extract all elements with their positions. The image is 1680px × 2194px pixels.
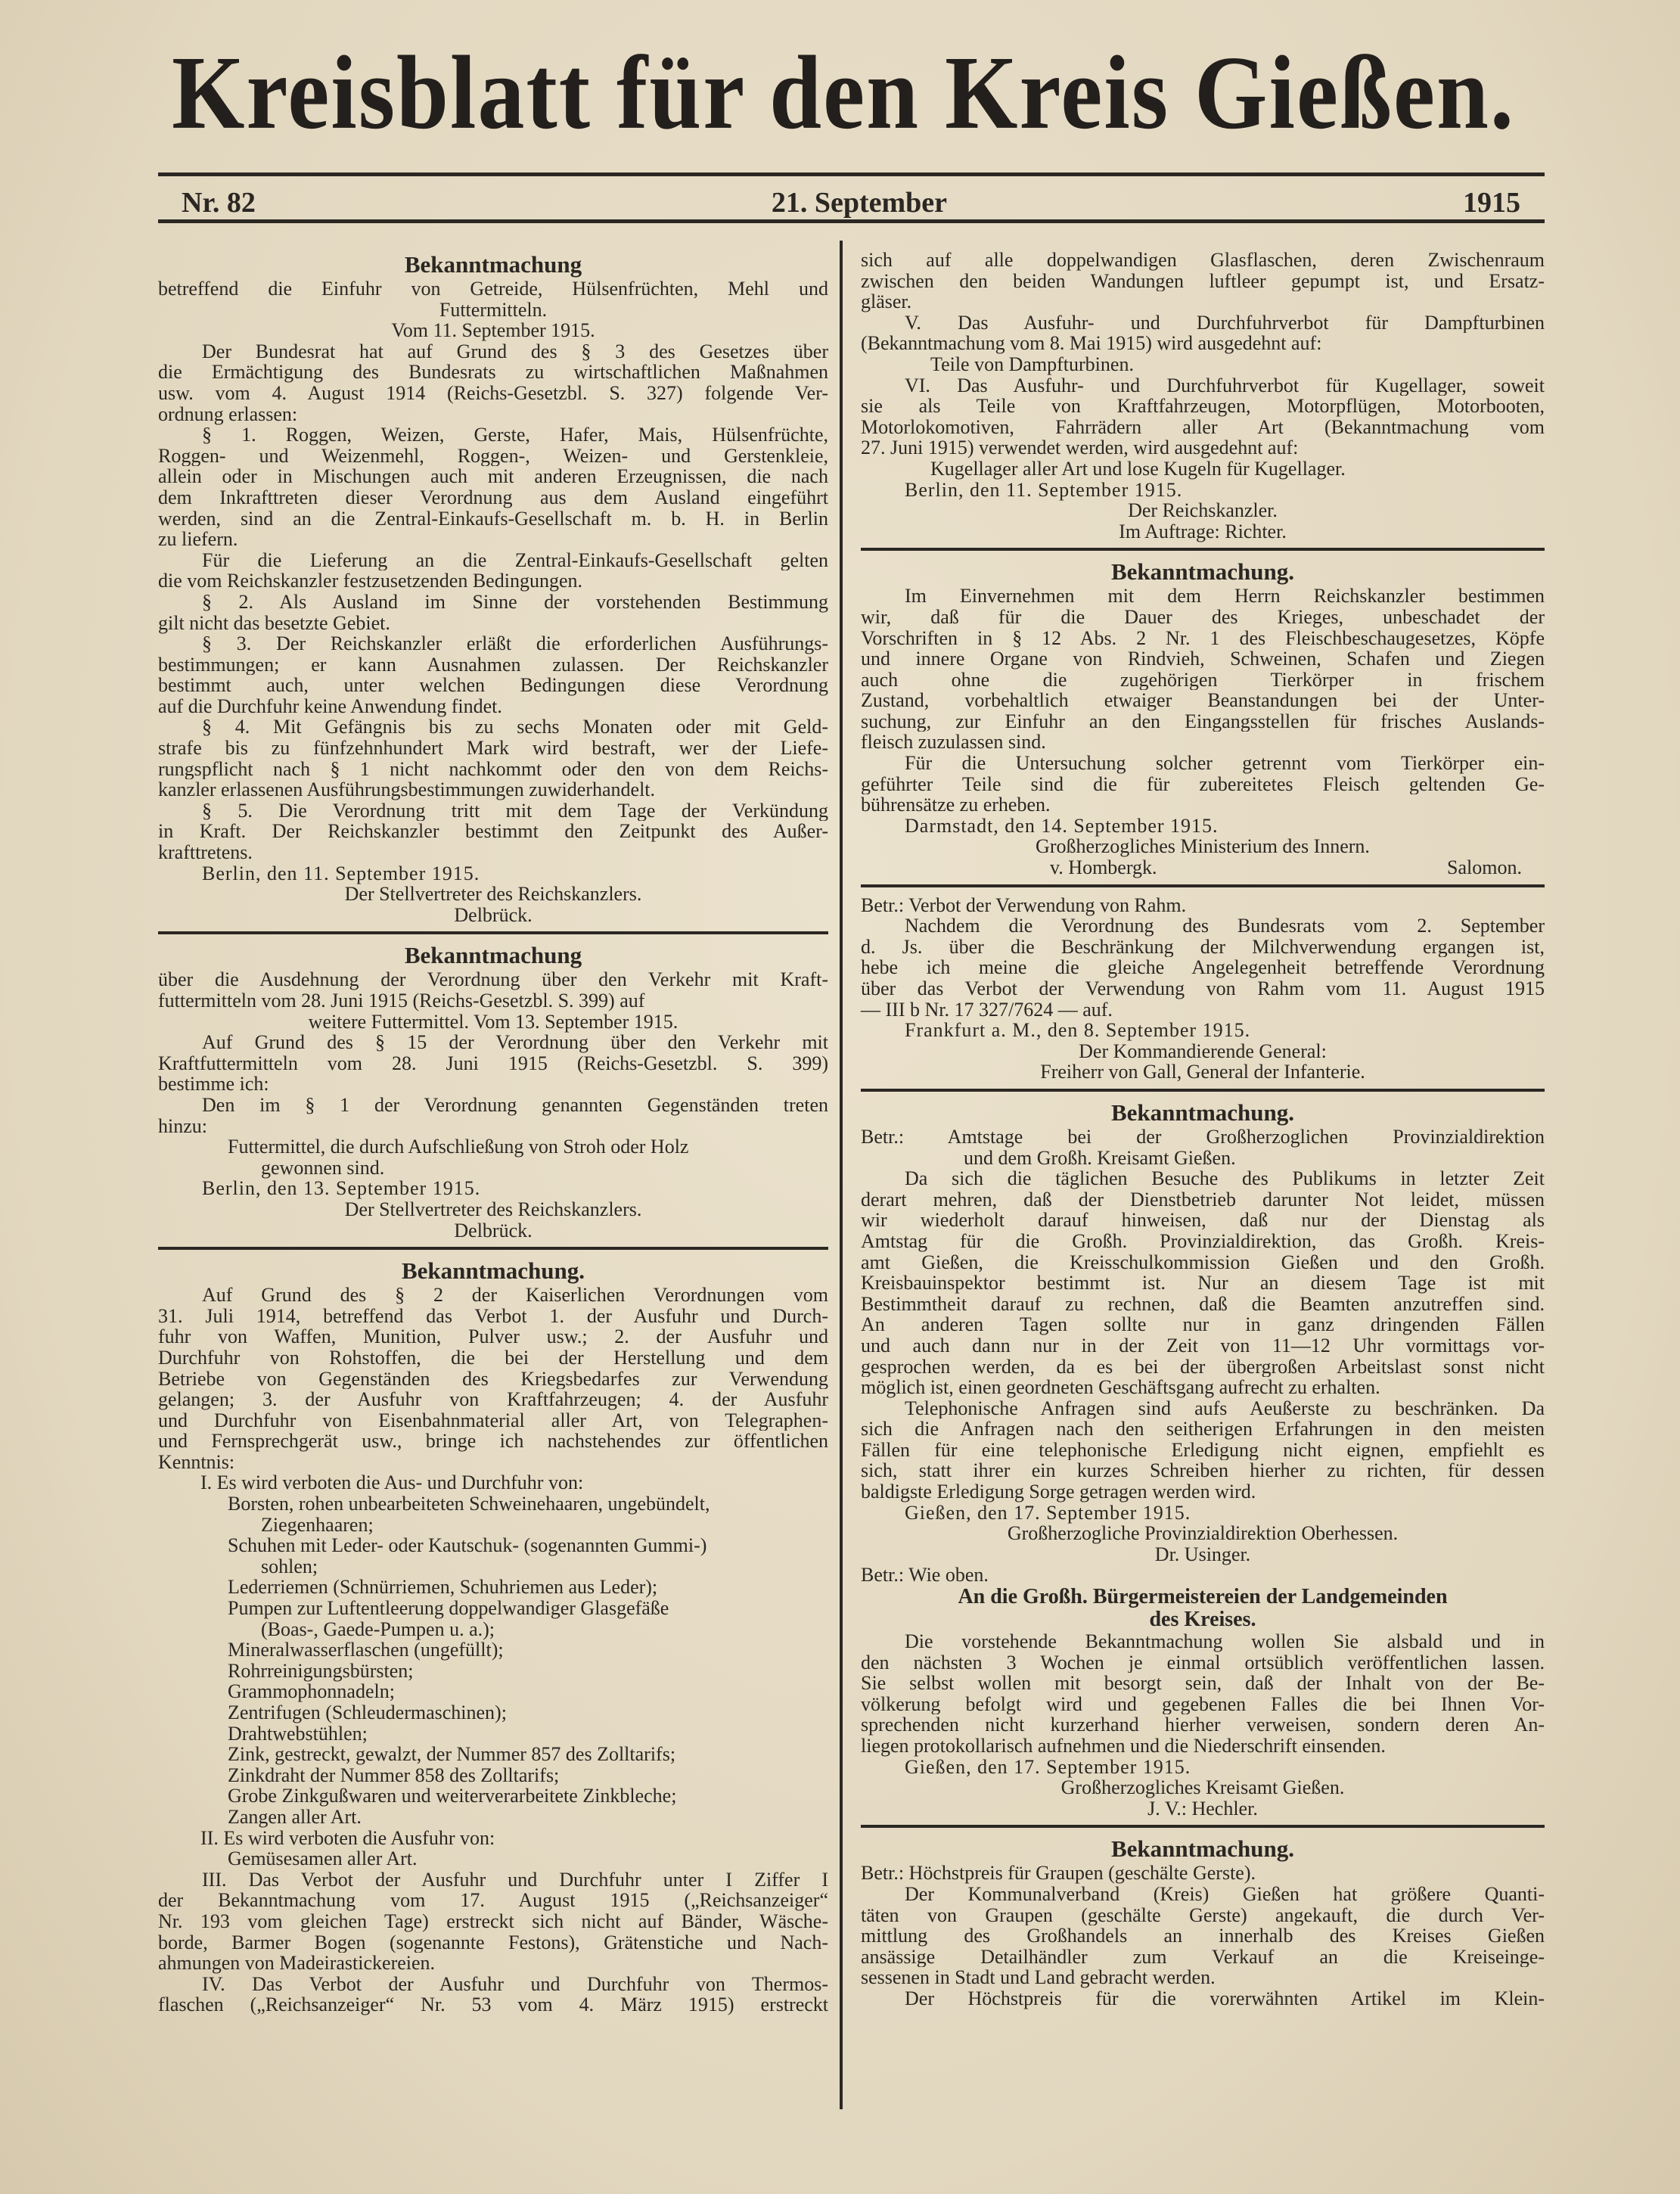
article-divider (861, 1089, 1545, 1092)
list-item (158, 1535, 828, 1577)
paragraph-line: die Ermächtigung des Bundesrats zu wirtschaftlichen Maßnahmen (158, 362, 828, 383)
paragraph-line: Auf Grund des § 15 der Verordnung über den Verkehr mit (202, 1032, 828, 1053)
paragraph (158, 1032, 828, 1095)
subject-line: Betr.: Verbot der Verwendung von Rahm. (861, 893, 1187, 916)
paragraph-line: An anderen Tagen sollte nur in ganz dringenden Fällen (861, 1314, 1545, 1335)
paragraph-line: und Fernsprechgerät usw., bringe ich nachstehendes zur öffentlichen (158, 1431, 828, 1452)
text-line: und dem Großh. Kreisamt Gießen. (964, 1146, 1236, 1169)
paragraph-line: futtermitteln vom 28. Juni 1915 (Reichs-Gesetzbl. S. 399) auf (158, 990, 645, 1012)
list-item-line: Zentrifugen (Schleudermaschinen); (228, 1701, 507, 1723)
centered-line: weitere Futtermittel. Vom 13. September 1915. (308, 1010, 679, 1033)
paragraph-line: (Bekanntmachung vom 8. Mai 1915) wird ausgedehnt auf: (861, 332, 1322, 355)
paragraph-line: strafe bis zu fünfzehnhundert Mark wird bestraft, wer der Liefe- (158, 738, 828, 759)
column-right (861, 250, 1545, 2009)
list-item-line: sohlen; (261, 1555, 318, 1577)
paragraph-line: sich, statt ihrer ein kurzes Schreiben hierher zu richten, für dessen (861, 1460, 1545, 1482)
list-item (861, 458, 1545, 480)
list-item (158, 1598, 828, 1639)
article-heading: Bekanntmachung. (1110, 1835, 1295, 1863)
list-item (158, 1577, 828, 1598)
paragraph-line: Der Höchstpreis für die vorerwähnten Artikel im Klein- (905, 1987, 1545, 2009)
signature-place-date: Berlin, den 11. September 1915. (905, 478, 1183, 501)
column-left (158, 250, 828, 2015)
paragraph (158, 550, 828, 592)
paragraph-line: werden, sind an die Zentral-Einkaufs-Gesellschaft m. b. H. in Berlin (158, 508, 828, 530)
paragraph-line: sich die Anfragen nach den seitherigen Erfahrungen in den meisten (861, 1419, 1545, 1440)
paragraph-line: und auch dann nur in der Zeit von 11—12 Uhr vormittags vor- (861, 1335, 1545, 1356)
paragraph-line: auf die Durchfuhr keine Anwendung findet. (158, 695, 502, 717)
paragraph-line: möglich ist, einen geordneten Geschäftsgang aufrecht zu erhalten. (861, 1376, 1380, 1399)
paragraph-line: sprechenden nicht kurzerhand hierher verweisen, sondern deren An- (861, 1714, 1545, 1736)
signature-place-date: Gießen, den 17. September 1915. (905, 1501, 1191, 1524)
article-divider (158, 1247, 828, 1250)
list-item (158, 1661, 828, 1682)
paragraph-line: Kreisbauinspektor bestimmt ist. Nur an diesem Tage ist mit (861, 1273, 1545, 1294)
paragraph-line: — III b Nr. 17 327/7624 — auf. (861, 998, 1113, 1021)
paragraph-line: bestimmungen; er kann Ausnahmen zulassen. Der Reichskanzler (158, 654, 828, 676)
paragraph-line: zu liefern. (158, 528, 238, 551)
article-divider (861, 884, 1545, 887)
paragraph-line: Vorschriften in § 12 Abs. 2 Nr. 1 des Fleischbeschaugesetzes, Köpfe (861, 627, 1545, 649)
paragraph-line: Durchfuhr von Rohstoffen, die bei der Herstellung und dem (158, 1347, 828, 1369)
article-heading: Bekanntmachung (404, 251, 582, 278)
paragraph (158, 716, 828, 800)
paragraph-line: fleisch zuzulassen sind. (861, 731, 1046, 754)
signature-pair (861, 857, 1545, 878)
issue-date: 21. September (771, 187, 947, 219)
centered-line: Im Auftrage: Richter. (1119, 520, 1287, 542)
paragraph (861, 1631, 1545, 1757)
paragraph-line: völkerung befolgt wird und gegebenen Falles die bei Ihnen Vor- (861, 1693, 1545, 1715)
paragraph-line: gilt nicht das besetzte Gebiet. (158, 611, 390, 634)
paragraph-line: zwischen den beiden Wandungen luftleer gepumpt ist, und Ersatz- (861, 270, 1545, 292)
paragraph-line: Auf Grund des § 2 der Kaiserlichen Verordnungen vom (202, 1285, 828, 1306)
signature-place-date: Berlin, den 13. September 1915. (202, 1177, 481, 1200)
subject-line: Betr.: Höchstpreis für Graupen (geschälte Gerste). (861, 1862, 1256, 1885)
article-subheading: des Kreises. (1149, 1608, 1256, 1632)
list-item (158, 1702, 828, 1723)
paragraph-line: sich auf alle doppelwandigen Glasflaschen, deren Zwischenraum (861, 250, 1545, 271)
paragraph-line: d. Js. über die Beschränkung der Milchverwendung ergangen ist, (861, 936, 1545, 958)
paragraph-line: Amtstag für die Großh. Provinzialdirektion, das Großh. Kreis- (861, 1230, 1545, 1252)
paragraph-line: bührensätze zu erheben. (861, 794, 1051, 816)
paragraph (861, 1398, 1545, 1503)
paragraph-line: in Kraft. Der Reichskanzler bestimmt den Zeitpunkt des Außer- (158, 821, 828, 843)
paragraph-line: gläser. (861, 291, 912, 313)
column-divider (840, 241, 843, 2109)
centered-line: Freiherr von Gall, General der Infanterie. (1040, 1061, 1365, 1083)
paragraph-line: Der Bundesrat hat auf Grund des § 3 des Gesetzes über (202, 340, 828, 362)
list-item-line: Ziegenhaaren; (261, 1513, 374, 1536)
paragraph-line: hebe ich meine die gleiche Angelegenheit betreffende Verordnung (861, 957, 1545, 978)
paragraph-line: suchung, zur Einfuhr an den Eingangsstellen für frisches Auslands- (861, 710, 1545, 732)
paragraph (861, 250, 1545, 312)
paragraph-line: § 5. Die Verordnung tritt mit dem Tage der Verkündung (202, 800, 828, 822)
list-item (158, 1493, 828, 1535)
article-divider (158, 931, 828, 934)
paragraph-line: Im Einvernehmen mit dem Herrn Reichskanzler bestimmen (905, 586, 1545, 607)
masthead-rule-bottom (158, 219, 1545, 223)
text-line: betreffend die Einfuhr von Getreide, Hülsenfrüchten, Mehl und (158, 278, 828, 300)
paragraph-line: Kenntnis: (158, 1450, 235, 1473)
paragraph-line: Da sich die täglichen Besuche des Publikums in letzter Zeit (905, 1168, 1545, 1189)
list-item-line: Schuhen mit Leder- oder Kautschuk- (sogenannten Gummi-) (228, 1534, 707, 1557)
list-item (158, 1639, 828, 1661)
paragraph-line: Nr. 193 vom gleichen Tage) erstreckt sich nicht auf Bänder, Wäsche- (158, 1910, 828, 1932)
paragraph-line: Zustand, vorbehaltlich etwaiger Beanstandungen bei der Unter- (861, 690, 1545, 711)
paragraph-line: Bestimmtheit darauf zu rechnen, daß die Beamten anzutreffen sind. (861, 1293, 1545, 1315)
paragraph-line: § 1. Roggen, Weizen, Gerste, Hafer, Mais, Hülsenfrüchte, (202, 424, 828, 446)
paragraph-line: allein oder in Mischungen auch mit anderen Erzeugnissen, die nach (158, 466, 828, 487)
paragraph-line: krafttretens. (158, 841, 253, 864)
article-heading: Bekanntmachung. (1110, 1099, 1295, 1126)
centered-line: Delbrück. (454, 903, 533, 926)
paragraph-line: auch ohne die zugehörigen Tierkörper in frischem (861, 669, 1545, 691)
list-item (158, 1848, 828, 1869)
list-item-line: Grammophonnadeln; (228, 1680, 395, 1703)
text-line: Betr.: Amtstage bei der Großherzoglichen Provinzialdirektion (861, 1126, 1545, 1148)
paragraph (158, 800, 828, 863)
centered-line: Großherzogliche Provinzialdirektion Oberhessen. (1007, 1522, 1399, 1545)
paragraph-line: ordnung erlassen: (158, 402, 298, 425)
paragraph (158, 1869, 828, 1974)
list-item-line: (Boas-, Gaede-Pumpen u. a.); (261, 1618, 495, 1640)
paragraph-line: § 4. Mit Gefängnis bis zu sechs Monaten oder mit Geld- (202, 716, 828, 738)
list-item-line: Borsten, rohen unbearbeiteten Schweinehaaren, ungebündelt, (228, 1493, 710, 1515)
paragraph-line: § 3. Der Reichskanzler erläßt die erforderlichen Ausführungs- (202, 633, 828, 654)
paragraph (861, 1168, 1545, 1398)
signature-name: Salomon. (1447, 856, 1522, 879)
paragraph-line: bestimmt auch, unter welchen Bedingungen diese Verordnung (158, 675, 828, 696)
centered-line: J. V.: Hechler. (1147, 1797, 1258, 1820)
masthead-title: Kreisblatt für den Kreis Gießen. (172, 34, 1515, 151)
paragraph-line: mittlung des Großhandels an innerhalb des Kreises Gießen (861, 1925, 1545, 1947)
paragraph-line: Nachdem die Verordnung des Bundesrats vom 2. September (905, 915, 1545, 937)
paragraph-line: hinzu: (158, 1114, 207, 1137)
signature-place-date: Darmstadt, den 14. September 1915. (905, 814, 1219, 837)
centered-line: Der Kommandierende General: (1079, 1040, 1327, 1062)
list-item (861, 354, 1545, 375)
paragraph-line: Betriebe von Gegenständen des Kriegsbedarfes zur Verwendung (158, 1368, 828, 1390)
paragraph-line: über das Verbot der Verwendung von Rahm vom 11. August 1915 (861, 978, 1545, 999)
paragraph-line: der Bekanntmachung vom 17. August 1915 („Reichsanzeiger“ (158, 1890, 828, 1911)
list-item-line: Gemüsesamen aller Art. (228, 1847, 418, 1870)
list-item (158, 1723, 828, 1745)
article-heading: Bekanntmachung (404, 942, 582, 969)
paragraph (158, 1974, 828, 2015)
centered-line: Der Reichskanzler. (1128, 499, 1278, 522)
list-item-line: gewonnen sind. (261, 1156, 385, 1179)
list-item-line: Zinkdraht der Nummer 858 des Zolltarifs; (228, 1764, 560, 1786)
paragraph-line: bestimme ich: (158, 1073, 269, 1095)
list-item-line: Teile von Dampfturbinen. (930, 353, 1134, 375)
paragraph-line: gelangen; 3. der Ausfuhr von Kraftfahrzeugen; 4. der Ausfuhr (158, 1389, 828, 1410)
paragraph (861, 1884, 1545, 1988)
paragraph-line: Roggen- und Weizenmehl, Roggen-, Weizen- und Gerstenkleie, (158, 445, 828, 467)
centered-line: Futtermitteln. (439, 298, 548, 321)
paragraph-line: 27. Juni 1915) verwendet werden, wird ausgedehnt auf: (861, 437, 1299, 459)
paragraph-line: Für die Lieferung an die Zentral-Einkaufs-Gesellschaft gelten (202, 549, 828, 571)
paragraph-line: V. Das Ausfuhr- und Durchfuhrverbot für Dampfturbinen (905, 312, 1545, 334)
paragraph (861, 915, 1545, 1020)
paragraph-line: gesprochen werden, da es bei der übergroßen Arbeitslast sonst nicht (861, 1356, 1545, 1378)
article-divider (861, 548, 1545, 551)
paragraph-line: ahmungen von Madeirastickereien. (158, 1952, 436, 1975)
centered-line: Dr. Usinger. (1154, 1543, 1251, 1565)
centered-line: Vom 11. September 1915. (391, 319, 595, 342)
paragraph-line: Sie selbst wollen mit besorgt sein, daß der Inhalt von der Be- (861, 1673, 1545, 1694)
list-item (158, 1744, 828, 1765)
paragraph-line: kanzler erlassenen Ausführungsbestimmungen zuwiderhandelt. (158, 778, 656, 801)
paragraph (158, 969, 828, 1011)
list-item-line: Kugellager aller Art und lose Kugeln für Kugellager. (930, 457, 1346, 480)
paragraph-line: usw. vom 4. August 1914 (Reichs-Gesetzbl. S. 327) folgende Ver- (158, 382, 828, 404)
list-item-line: Zink, gestreckt, gewalzt, der Nummer 857 des Zolltarifs; (228, 1743, 676, 1766)
list-item-line: Futtermittel, die durch Aufschließung von Stroh oder Holz (228, 1136, 689, 1158)
paragraph-line: Telephonische Anfragen sind aufs Aeußerste zu beschränken. Da (905, 1397, 1545, 1419)
issue-bar (182, 186, 1520, 219)
paragraph-line: borde, Barmer Bogen (sogenannte Festons), Grätenstiche und Nach- (158, 1931, 828, 1953)
paragraph-line: § 2. Als Ausland im Sinne der vorstehenden Bestimmung (202, 591, 828, 613)
paragraph-line: VI. Das Ausfuhr- und Durchfuhrverbot für Kugellager, soweit (905, 374, 1545, 396)
paragraph-line: täten von Graupen (geschälte Gerste) angekauft, die durch Ver- (861, 1904, 1545, 1926)
list-item-line: Rohrreinigungsbürsten; (228, 1659, 414, 1682)
paragraph-line: baldigste Erledigung Sorge getragen werden wird. (861, 1481, 1256, 1503)
paragraph-line: sessenen in Stadt und Land gebracht werden. (861, 1966, 1216, 1989)
paragraph-line: dem Inkrafttreten dieser Verordnung aus dem Ausland eingeführt (158, 486, 828, 508)
list-item-line: Lederriemen (Schnürriemen, Schuhriemen aus Leder); (228, 1576, 658, 1599)
article-heading: Bekanntmachung. (401, 1257, 585, 1285)
paragraph-line: geführter Teile sind die für zubereitetes Fleisch geltenden Ge- (861, 773, 1545, 795)
paragraph-line: Kraftfuttermitteln vom 28. Juni 1915 (Reichs-Gesetzbl. S. 399) (158, 1052, 828, 1074)
issue-number: Nr. 82 (182, 187, 256, 219)
centered-line: Der Stellvertreter des Reichskanzlers. (344, 883, 642, 906)
list-item-line: Grobe Zinkgußwaren und weiterverarbeitete Zinkbleche; (228, 1785, 677, 1807)
signature-place-date: Frankfurt a. M., den 8. September 1915. (905, 1019, 1251, 1042)
paragraph-line: IV. Das Verbot der Ausfuhr und Durchfuhr von Thermos- (202, 1973, 828, 1995)
paragraph-line: den nächsten 3 Wochen je einmal ortsüblich veröffentlichen lassen. (861, 1652, 1545, 1673)
centered-line: Großherzogliches Kreisamt Gießen. (1060, 1776, 1345, 1799)
list-item-line: Pumpen zur Luftentleerung doppelwandiger Glasgefäße (228, 1597, 669, 1620)
paragraph-line: Die vorstehende Bekanntmachung wollen Sie alsbald und in (905, 1631, 1545, 1652)
paragraph-line: derart mehren, daß der Dienstbetrieb darunter Not leidet, müssen (861, 1189, 1545, 1210)
masthead-rule-top (158, 172, 1545, 176)
list-item (158, 1765, 828, 1786)
paragraph (158, 341, 828, 424)
paragraph-line: wir wiederholt darauf hinweisen, daß nur der Dienstag als (861, 1210, 1545, 1231)
paragraph-line: Für die Untersuchung solcher getrennt vom Tierkörper ein- (905, 753, 1545, 774)
centered-line: Großherzogliches Ministerium des Innern. (1036, 835, 1370, 858)
list-item (158, 1807, 828, 1828)
list-item (158, 1785, 828, 1807)
paragraph-line: amt Gießen, die Kreisschulkommission Gießen und den Großh. (861, 1251, 1545, 1273)
paragraph-line: flaschen („Reichsanzeiger“ Nr. 53 vom 4. März 1915) erstreckt (158, 1994, 828, 2015)
paragraph-line: und Durchfuhr von Eisenbahnmaterial aller Art, von Telegraphen- (158, 1409, 828, 1431)
section-line: I. Es wird verboten die Aus- und Durchfuhr von: (200, 1471, 584, 1494)
list-item (158, 1136, 828, 1178)
paragraph-line: III. Das Verbot der Ausfuhr und Durchfuhr unter I Ziffer I (202, 1869, 828, 1891)
paragraph-line: ansässige Detailhändler zum Verkauf an die Kreiseinge- (861, 1946, 1545, 1968)
paragraph (158, 1285, 828, 1472)
paragraph (861, 375, 1545, 458)
centered-line: Delbrück. (454, 1219, 533, 1242)
paragraph (158, 633, 828, 716)
paragraph-line: Den im § 1 der Verordnung genannten Gegenständen treten (202, 1094, 828, 1116)
article-subheading: An die Großh. Bürgermeistereien der Landgemeinden (958, 1585, 1448, 1609)
article-heading: Bekanntmachung. (1110, 558, 1295, 586)
section-line: II. Es wird verboten die Ausfuhr von: (200, 1826, 495, 1849)
article-divider (861, 1825, 1545, 1828)
paragraph-line: Fällen für eine telephonische Erledigung nicht eignen, empfiehlt es (861, 1439, 1545, 1461)
signature-place-date: Gießen, den 17. September 1915. (905, 1755, 1191, 1778)
list-item-line: Mineralwasserflaschen (ungefüllt); (228, 1639, 504, 1661)
signature-name: v. Hombergk. (1050, 856, 1157, 879)
paragraph (158, 1095, 828, 1136)
paragraph-line: liegen protokollarisch aufnehmen und die Niederschrift einsenden. (861, 1735, 1386, 1757)
centered-line: Der Stellvertreter des Reichskanzlers. (344, 1198, 642, 1220)
paragraph-line: Der Kommunalverband (Kreis) Gießen hat größere Quanti- (905, 1883, 1545, 1905)
signature-place-date: Berlin, den 11. September 1915. (202, 862, 480, 884)
paragraph (861, 586, 1545, 753)
paragraph (861, 753, 1545, 816)
paragraph-line: die vom Reichskanzler festzusetzenden Bedingungen. (158, 570, 582, 592)
paragraph-line: fuhr von Waffen, Munition, Pulver usw.; 2. der Ausfuhr und (158, 1326, 828, 1347)
paragraph-line: über die Ausdehnung der Verordnung über den Verkehr mit Kraft- (158, 969, 828, 990)
paragraph-line: Motorlokomotiven, Fahrrädern aller Art (Bekanntmachung vom (861, 416, 1545, 438)
paragraph (861, 1988, 1545, 2009)
paragraph-line: rungspflicht nach § 1 nicht nachkommt oder den von dem Reichs- (158, 758, 828, 780)
list-item-line: Drahtwebstühlen; (228, 1722, 368, 1745)
paragraph (861, 312, 1545, 354)
subject-line: Betr.: Wie oben. (861, 1564, 989, 1586)
paragraph-line: sie als Teile von Kraftfahrzeugen, Motorpflügen, Motorbooten, (861, 396, 1545, 417)
issue-year: 1915 (1462, 187, 1520, 219)
paragraph-line: wir, daß für die Dauer des Krieges, unbeschadet der (861, 606, 1545, 628)
list-item (158, 1681, 828, 1702)
paragraph (158, 424, 828, 550)
paragraph-line: 31. Juli 1914, betreffend das Verbot 1. der Ausfuhr und Durch- (158, 1305, 828, 1327)
paragraph (158, 592, 828, 633)
list-item-line: Zangen aller Art. (228, 1805, 362, 1828)
paragraph-line: und innere Organe von Rindvieh, Schweinen, Schafen und Ziegen (861, 648, 1545, 670)
